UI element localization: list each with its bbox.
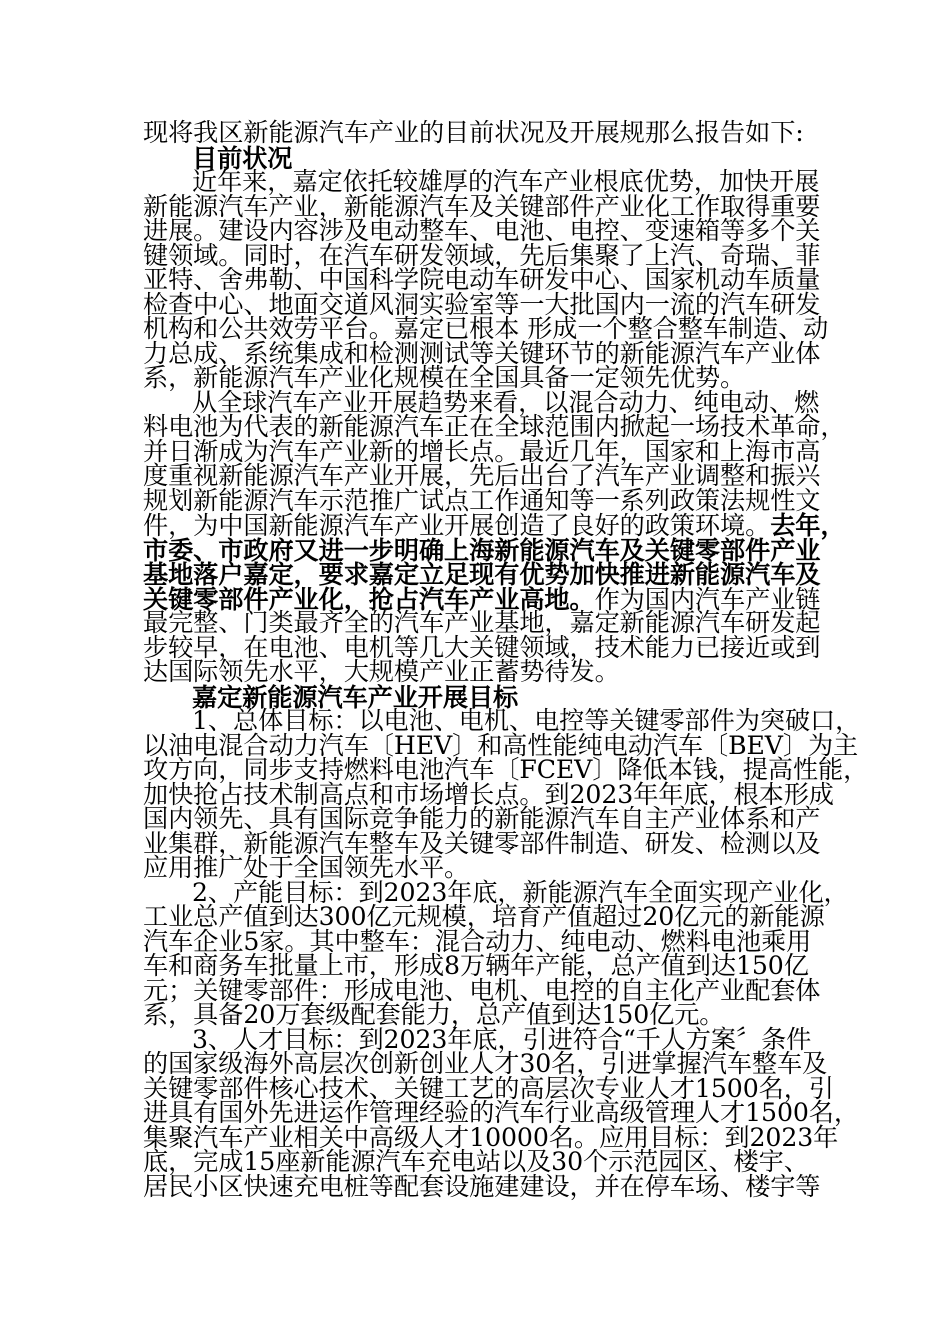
text-run: 料电池为代表的新能源汽车正在全球范围内掀起一场技术革命， <box>143 412 846 441</box>
bold-text: 关键零部件产业化，抢占汽车产业高地。 <box>143 583 595 614</box>
bold-text: 目前状况 <box>192 142 293 173</box>
text-run: 机构和公共效劳平台。嘉定已根本 形成一个整合整车制造、动 <box>143 314 829 343</box>
text-run: 关键零部件核心技术、关键工艺的高层次专业人才1500名，引 <box>143 1073 834 1103</box>
text-run: 达国际领先水平，大规模产业正蓄势待发。 <box>143 657 620 686</box>
text-run: 系，新能源汽车产业化规模在全国具备一定领先优势。 <box>143 363 746 392</box>
text-run: 步较早，在电池、电机等几大关键领域，技术能力已接近或到 <box>143 632 821 662</box>
bold-text: 去年， <box>770 510 846 540</box>
text-run: 元；关键零部件：形成电池、电机、电控的自主化产业配套体 <box>143 975 821 1005</box>
text-run: 件，为中国新能源汽车产业开展创造了良好的政策环境。 <box>143 511 771 540</box>
text-run: 从全球汽车产业开展趋势来看，以混合动力、纯电动、燃 <box>192 387 820 417</box>
text-run: 近年来，嘉定依托较雄厚的汽车产业根底优势，加快开展 <box>192 167 820 196</box>
text-run: 工业总产值到达300亿元规模，培育产值超过20亿元的新能源 <box>143 902 825 931</box>
text-run: 检查中心、地面交道风洞实验室等一大批国内一流的汽车研发 <box>143 289 821 319</box>
text-run: 业集群，新能源汽车整车及关键零部件制造、研发、检测以及 <box>143 828 821 858</box>
text-run: 应用推广处于全国领先水平。 <box>143 853 470 882</box>
text-run: 攻方向，同步支持燃料电池汽车〔FCEV〕降低本钱，提高性能， <box>143 755 869 784</box>
text-run: 键领域。同时，在汽车研发领域，先后集聚了上汽、奇瑞、菲 <box>143 240 821 270</box>
text-run: 作为国内汽车产业链 <box>594 584 821 614</box>
text-run: 底，完成15座新能源汽车充电站以及30个示范园区、楼宇、 <box>143 1147 809 1176</box>
text-run: 汽车企业5家。其中整车：混合动力、纯电动、燃料电池乘用 <box>143 926 812 956</box>
text-line <box>143 485 833 515</box>
body-text <box>143 118 869 1201</box>
text-run: 3、人才目标：到2023年底，引进符合“千人方案〞条件 <box>192 1024 812 1054</box>
text-run: 最完整、门类最齐全的汽车产业基地，嘉定新能源汽车研发起 <box>143 608 821 637</box>
text-run: 进具有国外先进运作管理经验的汽车行业高级管理人才1500名， <box>143 1098 859 1127</box>
text-run: 度重视新能源汽车产业开展，先后出台了汽车产业调整和振兴 <box>143 461 821 490</box>
text-run: 现将我区新能源汽车产业的目前状况及开展规那么报告如下: <box>143 118 804 147</box>
text-run: 集聚汽车产业相关中高级人才10000名。应用目标：到2023年 <box>143 1122 839 1152</box>
text-run: 进展。建设内容涉及电动整车、电池、电控、变速箱等多个关 <box>143 216 821 245</box>
text-run: 以油电混合动力汽车〔HEV〕和高性能纯电动汽车〔BEV〕为主 <box>143 730 859 760</box>
bold-text: 基地落户嘉定，要求嘉定立足现有优势加快推进新能源汽车及 <box>143 559 821 589</box>
text-run: 的国家级海外高层次创新创业人才30名，引进掌握汽车整车及 <box>143 1049 828 1078</box>
text-run: 力总成、系统集成和检测测试等关键环节的新能源汽车产业体 <box>143 338 821 368</box>
bold-text: 嘉定新能源汽车产业开展目标 <box>192 681 519 712</box>
text-run: 亚特、舍弗勒、中国科学院电动车研发中心、国家机动车质量 <box>143 265 821 294</box>
text-run: 系，具备20万套级配套能力，总产值到达150亿元。 <box>143 1000 725 1029</box>
text-run: 并日渐成为汽车产业新的增长点。最近几年，国家和上海市高 <box>143 436 821 466</box>
text-run: 规划新能源汽车示范推广试点工作通知等一系列政策法规性文 <box>143 485 821 515</box>
text-line <box>143 1171 833 1201</box>
text-run: 1、总体目标：以电池、电机、电控等关键零部件为突破口， <box>192 706 861 735</box>
text-run: 加快抢占技术制高点和市场增长点。到2023年年底，根本形成 <box>143 779 834 809</box>
text-run: 车和商务车批量上市，形成8万辆年产能，总产值到达150亿 <box>143 951 809 980</box>
text-run: 居民小区快速充电桩等配套设施建建设，并在停车场、楼宇等 <box>143 1171 821 1201</box>
bold-text: 市委、市政府又进一步明确上海新能源汽车及关键零部件产业 <box>143 534 821 565</box>
text-run: 国内领先、具有国际竞争能力的新能源汽车自主产业体系和产 <box>143 804 821 833</box>
text-run: 2、产能目标：到2023年底，新能源汽车全面实现产业化， <box>192 877 849 907</box>
text-run: 新能源汽车产业，新能源汽车及关键部件产业化工作取得重要 <box>143 191 821 221</box>
